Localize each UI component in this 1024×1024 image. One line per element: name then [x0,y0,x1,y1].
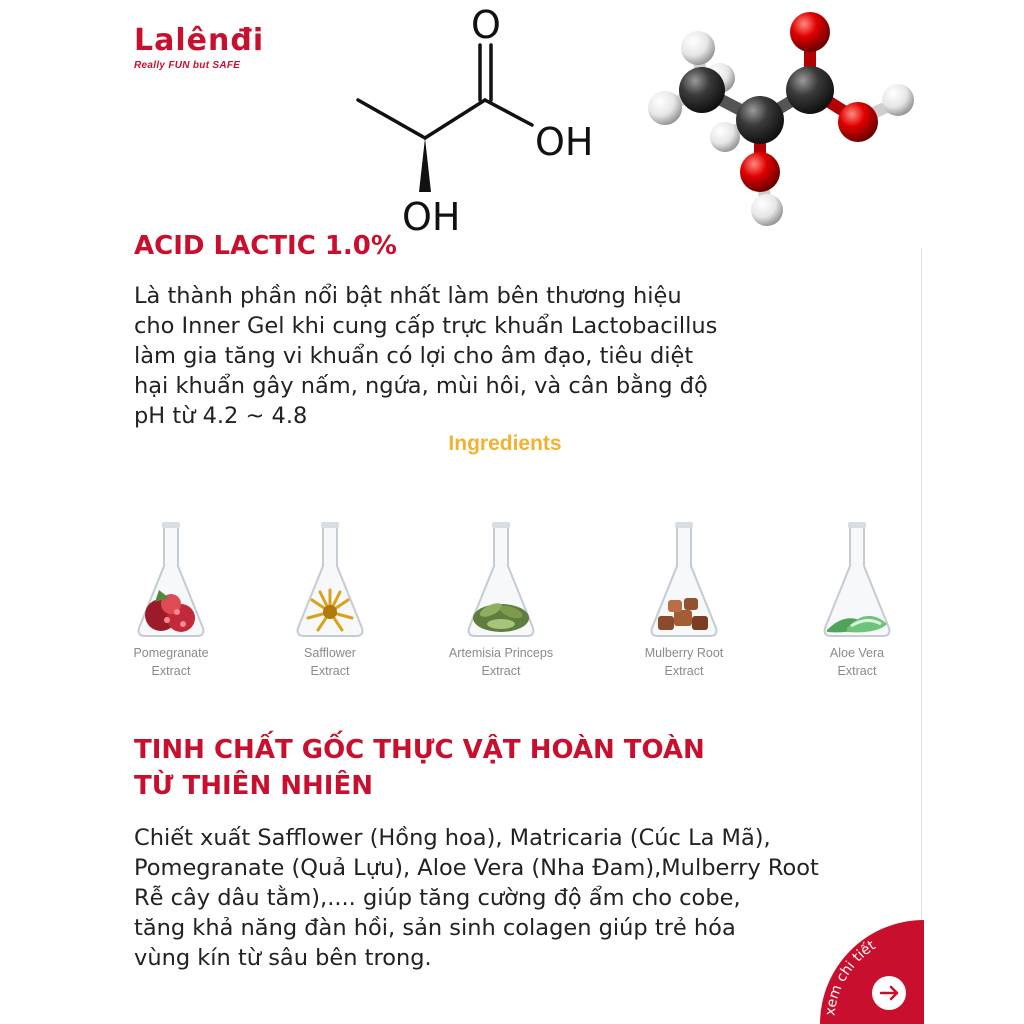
ingredient-type: Extract [310,664,350,678]
brand-logo [134,24,264,71]
carbon-bond [425,100,485,138]
view-details-label: xem chi tiết [822,937,879,1017]
arrow-right-icon[interactable] [872,976,906,1010]
ingredient-type: Extract [837,664,877,678]
ingredient-name: Pomegranate [133,646,209,660]
ingredient-safflower [260,520,400,680]
ingredient-name: Artemisia Princeps [448,646,554,660]
section-body-plant-extracts [134,823,819,973]
wedge-bond [419,138,431,192]
view-details-corner-button[interactable] [820,920,924,1024]
ingredient-type: Extract [151,664,191,678]
ingredient-pomegranate [101,520,241,680]
ingredient-artemisia-princeps [431,520,571,680]
body-line: cho Inner Gel khi cung cấp trực khuẩn Lactobacillus [134,313,718,339]
oxygen-label: O [471,3,501,47]
hydroxyl-bond [485,100,532,125]
flask-icon [817,520,897,640]
body-line: Là thành phần nổi bật nhất làm bên thương hiệu [134,283,682,309]
ingredients-title: Ingredients [448,432,562,455]
body-line: Chiết xuất Safflower (Hồng hoa), Matricaria (Cúc La Mã), [134,825,771,851]
section-heading-plant-extracts [134,732,705,804]
lactic-acid-structure-diagram [340,0,620,240]
body-line: làm gia tăng vi khuẩn có lợi cho âm đạo, tiêu diệt [134,343,694,369]
ingredient-type: Extract [481,664,521,678]
ingredient-name: Mulberry Root [644,646,724,660]
heading-line: TỪ THIÊN NHIÊN [134,771,373,801]
section-heading-acid-lactic: ACID LACTIC 1.0% [134,231,397,261]
body-line: vùng kín từ sâu bên trong. [134,945,432,971]
hydroxyl-label-bottom: OH [402,195,461,239]
flask-icon [461,520,541,640]
brand-tagline: Really FUN but SAFE [134,60,241,71]
brand-name: Lalênđi [134,23,265,58]
section-body-acid-lactic [134,281,717,431]
body-line: Rễ cây dâu tằm),.... giúp tăng cường độ ẩm cho cobe, [134,885,741,911]
ingredient-name: Safflower [304,646,356,660]
ingredient-aloe-vera [787,520,927,680]
body-line: hại khuẩn gây nấm, ngứa, mùi hôi, và cân bằng độ [134,373,708,399]
flask-icon [131,520,211,640]
ingredient-mulberry-root [614,520,754,680]
body-line: Pomegranate (Quả Lựu), Aloe Vera (Nha Đam),Mulberry Root [134,855,819,881]
ingredient-name: Aloe Vera [829,646,885,660]
body-line: pH từ 4.2 ~ 4.8 [134,403,308,429]
flask-icon [644,520,724,640]
ball-and-stick-model-diagram [640,10,930,230]
hydroxyl-label-top: OH [535,120,594,164]
flask-icon [290,520,370,640]
methyl-bond [358,100,425,138]
body-line: tăng khả năng đàn hồi, sản sinh colagen giúp trẻ hóa [134,915,736,941]
ingredient-type: Extract [664,664,704,678]
heading-line: TINH CHẤT GỐC THỰC VẬT HOÀN TOÀN [134,735,705,765]
